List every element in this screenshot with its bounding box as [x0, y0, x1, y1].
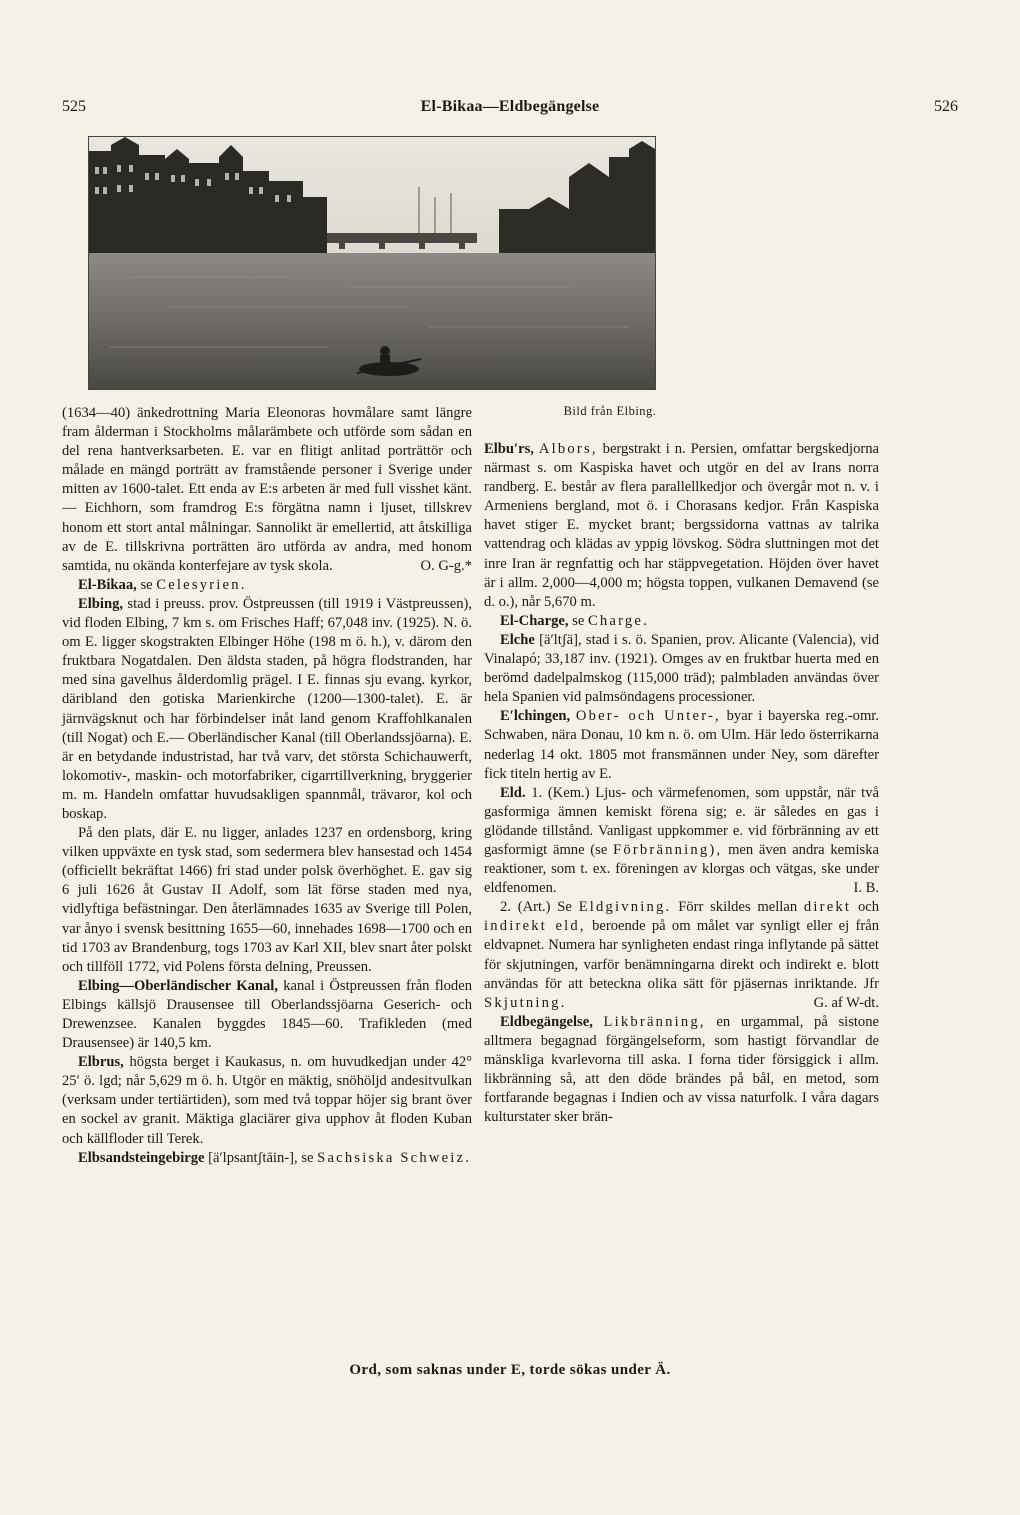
left-column: [62, 138, 472, 1168]
signature: I. B.: [853, 880, 879, 897]
page-header: [62, 98, 958, 122]
entry-continuation: (1634—40) änkedrottning Maria Eleonoras hovmålare samt längre fram ålderman i Stockholms målarämbete och utförde som sådan en del rena hantverksarbeten. E. var en flitigt anlitad porträttör och målade en mängd porträtt av framstående personer i Sverige under mitten av 1600-talet. Ett enda av E:s arbeten är med full visshet känt. — Eichhorn, som framdrog E:s förgätna namn i ljuset, tillskrev honom ett stort antal målningar. Sannolikt är emellertid, att åtskilliga av de E. tillskrivna porträtten äro utförda av andra, med honom samtida, nu okända konterfejare av tysk skola. O. G-g.*: [62, 138, 472, 576]
harbor-photo-svg: [89, 137, 655, 389]
cross-reference: Sachsiska Schweiz.: [317, 1149, 472, 1166]
signature: G. af W-dt.: [813, 994, 879, 1011]
page-footer-note: Ord, som saknas under E, torde sökas under Ä.: [349, 1362, 671, 1378]
cross-reference: Förbränning),: [613, 841, 723, 858]
entry-headword: El-Charge,: [500, 612, 569, 629]
entry-elbsandsteingebirge: Elbsandsteingebirge [äʹlpsantʃtāin-], se Sachsiska Schweiz.: [78, 1149, 472, 1166]
entry-eldbegangelse: Eldbegängelse, Likbränning, en urgammal, på sistone alltmera begagnad förgängelseform, som hastigt förvandlar de mänskliga kvarlevorna till aska. I forna tider försiggick i allm. likbränning så, att den döde brändes på bål, en metod, som fortfarande begagnas i Indien och av vissa naturfolk. I våra dagars kulturstater sker brän-: [484, 1013, 880, 1126]
entry-elbrus: Elbrus, högsta berget i Kaukasus, n. om huvudkedjan under 42° 25′ ö. lgd; når 5,629 m ö. h. Utgör en mäktig, snöhöljd andesitvulkan (verksam under tertiärtiden), som med två toppar höjer sig brant över en sockel av granit. Mäktiga glaciärer giva upphov åt floden Kuban och källfloder till Terek.: [62, 1054, 472, 1147]
cross-reference: Charge.: [588, 612, 649, 629]
entry-headword: Eldbegängelse,: [500, 1013, 593, 1030]
entry-elbing-kanal: Elbing—Oberländischer Kanal, kanal i Östpreussen från floden Elbings källsjö Drausensee till Oberlandssjöarna Geserich- och Drewenzsee. Kanalen byggdes 1845—60. Trafikleden (med Drausensee) är 140,5 km.: [62, 977, 472, 1052]
bridge: [327, 233, 477, 243]
page-number-right: 526: [934, 98, 958, 115]
entry-headword: Elbing—Oberländischer Kanal,: [78, 977, 278, 994]
page-number-left: 525: [62, 98, 86, 115]
entry-headword: El-Bikaa,: [78, 576, 137, 593]
entry-headword: Elbrus,: [78, 1054, 124, 1071]
entry-elchingen: Eʹlchingen, Ober- och Unter-, byar i bayerska reg.-omr. Schwaben, nära Donau, 10 km n. ö. om Ulm. Här ledo österrikarna nederlag 14 okt. 1805 mot fransmännen under Ney, som därefter fick titeln hertig av E.: [484, 708, 879, 782]
elbing-photograph: [88, 136, 656, 390]
entry-headword: Elbuʹrs,: [484, 441, 534, 457]
cross-reference: Celesyrien.: [156, 576, 247, 593]
entry-headword: Elbsandsteingebirge: [78, 1149, 205, 1166]
entry-elbing-history: På den plats, där E. nu ligger, anlades 1237 en ordensborg, kring vilken uppväxte en tysk stad, som sedermera blev hansestad och 1454 (officiellt bekräftat 1466) fri stad under polsk överhöghet. E. gav sig 6 juli 1626 åt Gustav II Adolf, som lät förse staden med nya, vidlyftiga befästningar. Den återlämnades 1635 av Sverige till Polen, var ånyo i svensk besittning 1655—60, innehades 1698—1700 och en tid 1703 av Brandenburg, togs 1703 av Karl XII, blev snart åter polskt och tillföll 1772, vid Polens första delning, Preussen.: [62, 825, 472, 975]
cross-reference: Eldgivning.: [578, 899, 672, 916]
entry-eld-art: 2. (Art.) Se Eldgivning. Förr skildes mellan direkt och indirekt eld, beroende på om målet var synligt eller ej från eldvapnet. Numera har synligheten endast ringa inflytande på sättet för skjutningen, varför benämningarna direkt och indirekt e. blott användas för att beteckna olika sätt för pjäsernas inriktande. Jfr Skjutning. G. af W-dt.: [484, 898, 879, 1013]
entry-elbing: Elbing, stad i preuss. prov. Östpreussen (till 1919 i Västpreussen), vid floden Elbing, 7 km s. om Frisches Haff; 67,048 inv. (1925). N. ö. om E. ligger skogstrakten Elbinger Höhe (198 m ö. h.), v. därom den fruktbara Nogatdalen. Den äldsta staden, på högra flodstranden, har med sina gavelhus ålderdomlig prägel. I E. finnas sju evang. kyrkor, däribland den gotiska Marienkirche (1200—1300-talet). E. är järnvägsknut och har förbindelser inåt land genom Kraffohlkanalen (till Nogat) och E.— Oberländischer Kanal (till Oberlandssjöarna). E. är en betydande industristad, har två varv, det största Schichauwerft, lokomotiv-, maskin- och motorfabriker, cigarrtillverkning, bryggerier m. m. Handeln omfattar huvudsakligen spannmål, trävaror, kol och boskap.: [62, 595, 472, 822]
entry-eld: Eld. 1. (Kem.) Ljus- och värmefenomen, som uppstår, när två gasformiga ämnen kemiskt förena sig; e. är således en gas i glödande tillstånd. Vanligast uppkommer e. vid förbränning av ett gasformigt ämne (se Förbränning), men även andra kemiska reaktioner, som t. ex. föreningen av klorgas och vätgas, ske under eldfenomen. I. B.: [484, 784, 879, 899]
entry-el-bikaa: El-Bikaa, se Celesyrien.: [78, 576, 247, 593]
cross-reference: Skjutning.: [484, 994, 567, 1011]
photo-float: [88, 136, 658, 398]
running-title: El-Bikaa—Eldbegängelse: [420, 98, 600, 115]
entry-elburs: Elbuʹrs, Albors, bergstrakt i n. Persien, omfattar bergskedjorna närmast s. om Kaspiska havet och utgör en del av Irans norra randberg. E. består av flera parallellkedjor och övergår mot n. v. i Armeniens bergland, mot ö. i Chorasans kedjor. Från Kaspiska havet stiger E. mycket brant; bergssidorna vattnas av talrika vattendrag och klädas av yppig lövskog. Södra sluttningen mot det inre Iran är regnfattig och har stäppvegetation. Höjden över havet är i allm. 2,000—4,000 m; högsta toppen, vulkanen Demavend (se d. o.), når 5,670 m.: [484, 441, 879, 610]
right-column: [484, 440, 879, 1127]
entry-headword: Elche: [500, 631, 535, 648]
entry-elche: Elche [äʹltʃä], stad i s. ö. Spanien, prov. Alicante (Valencia), vid Vinalapó; 33,187 inv. (1921). Omges av en fruktbar huerta med en berömd dadelpalmskog (115,000 träd); palmbladen användas över hela Spanien vid palmsöndagens processioner.: [484, 631, 879, 706]
entry-el-charge: El-Charge, se Charge.: [500, 612, 649, 629]
entry-headword: Elbing,: [78, 595, 124, 612]
signature: O. G-g.*: [420, 557, 472, 574]
entry-headword: Eʹlchingen,: [500, 708, 571, 725]
figure-caption: Bild från Elbing.: [563, 404, 657, 418]
entry-headword: Eld.: [500, 784, 526, 801]
